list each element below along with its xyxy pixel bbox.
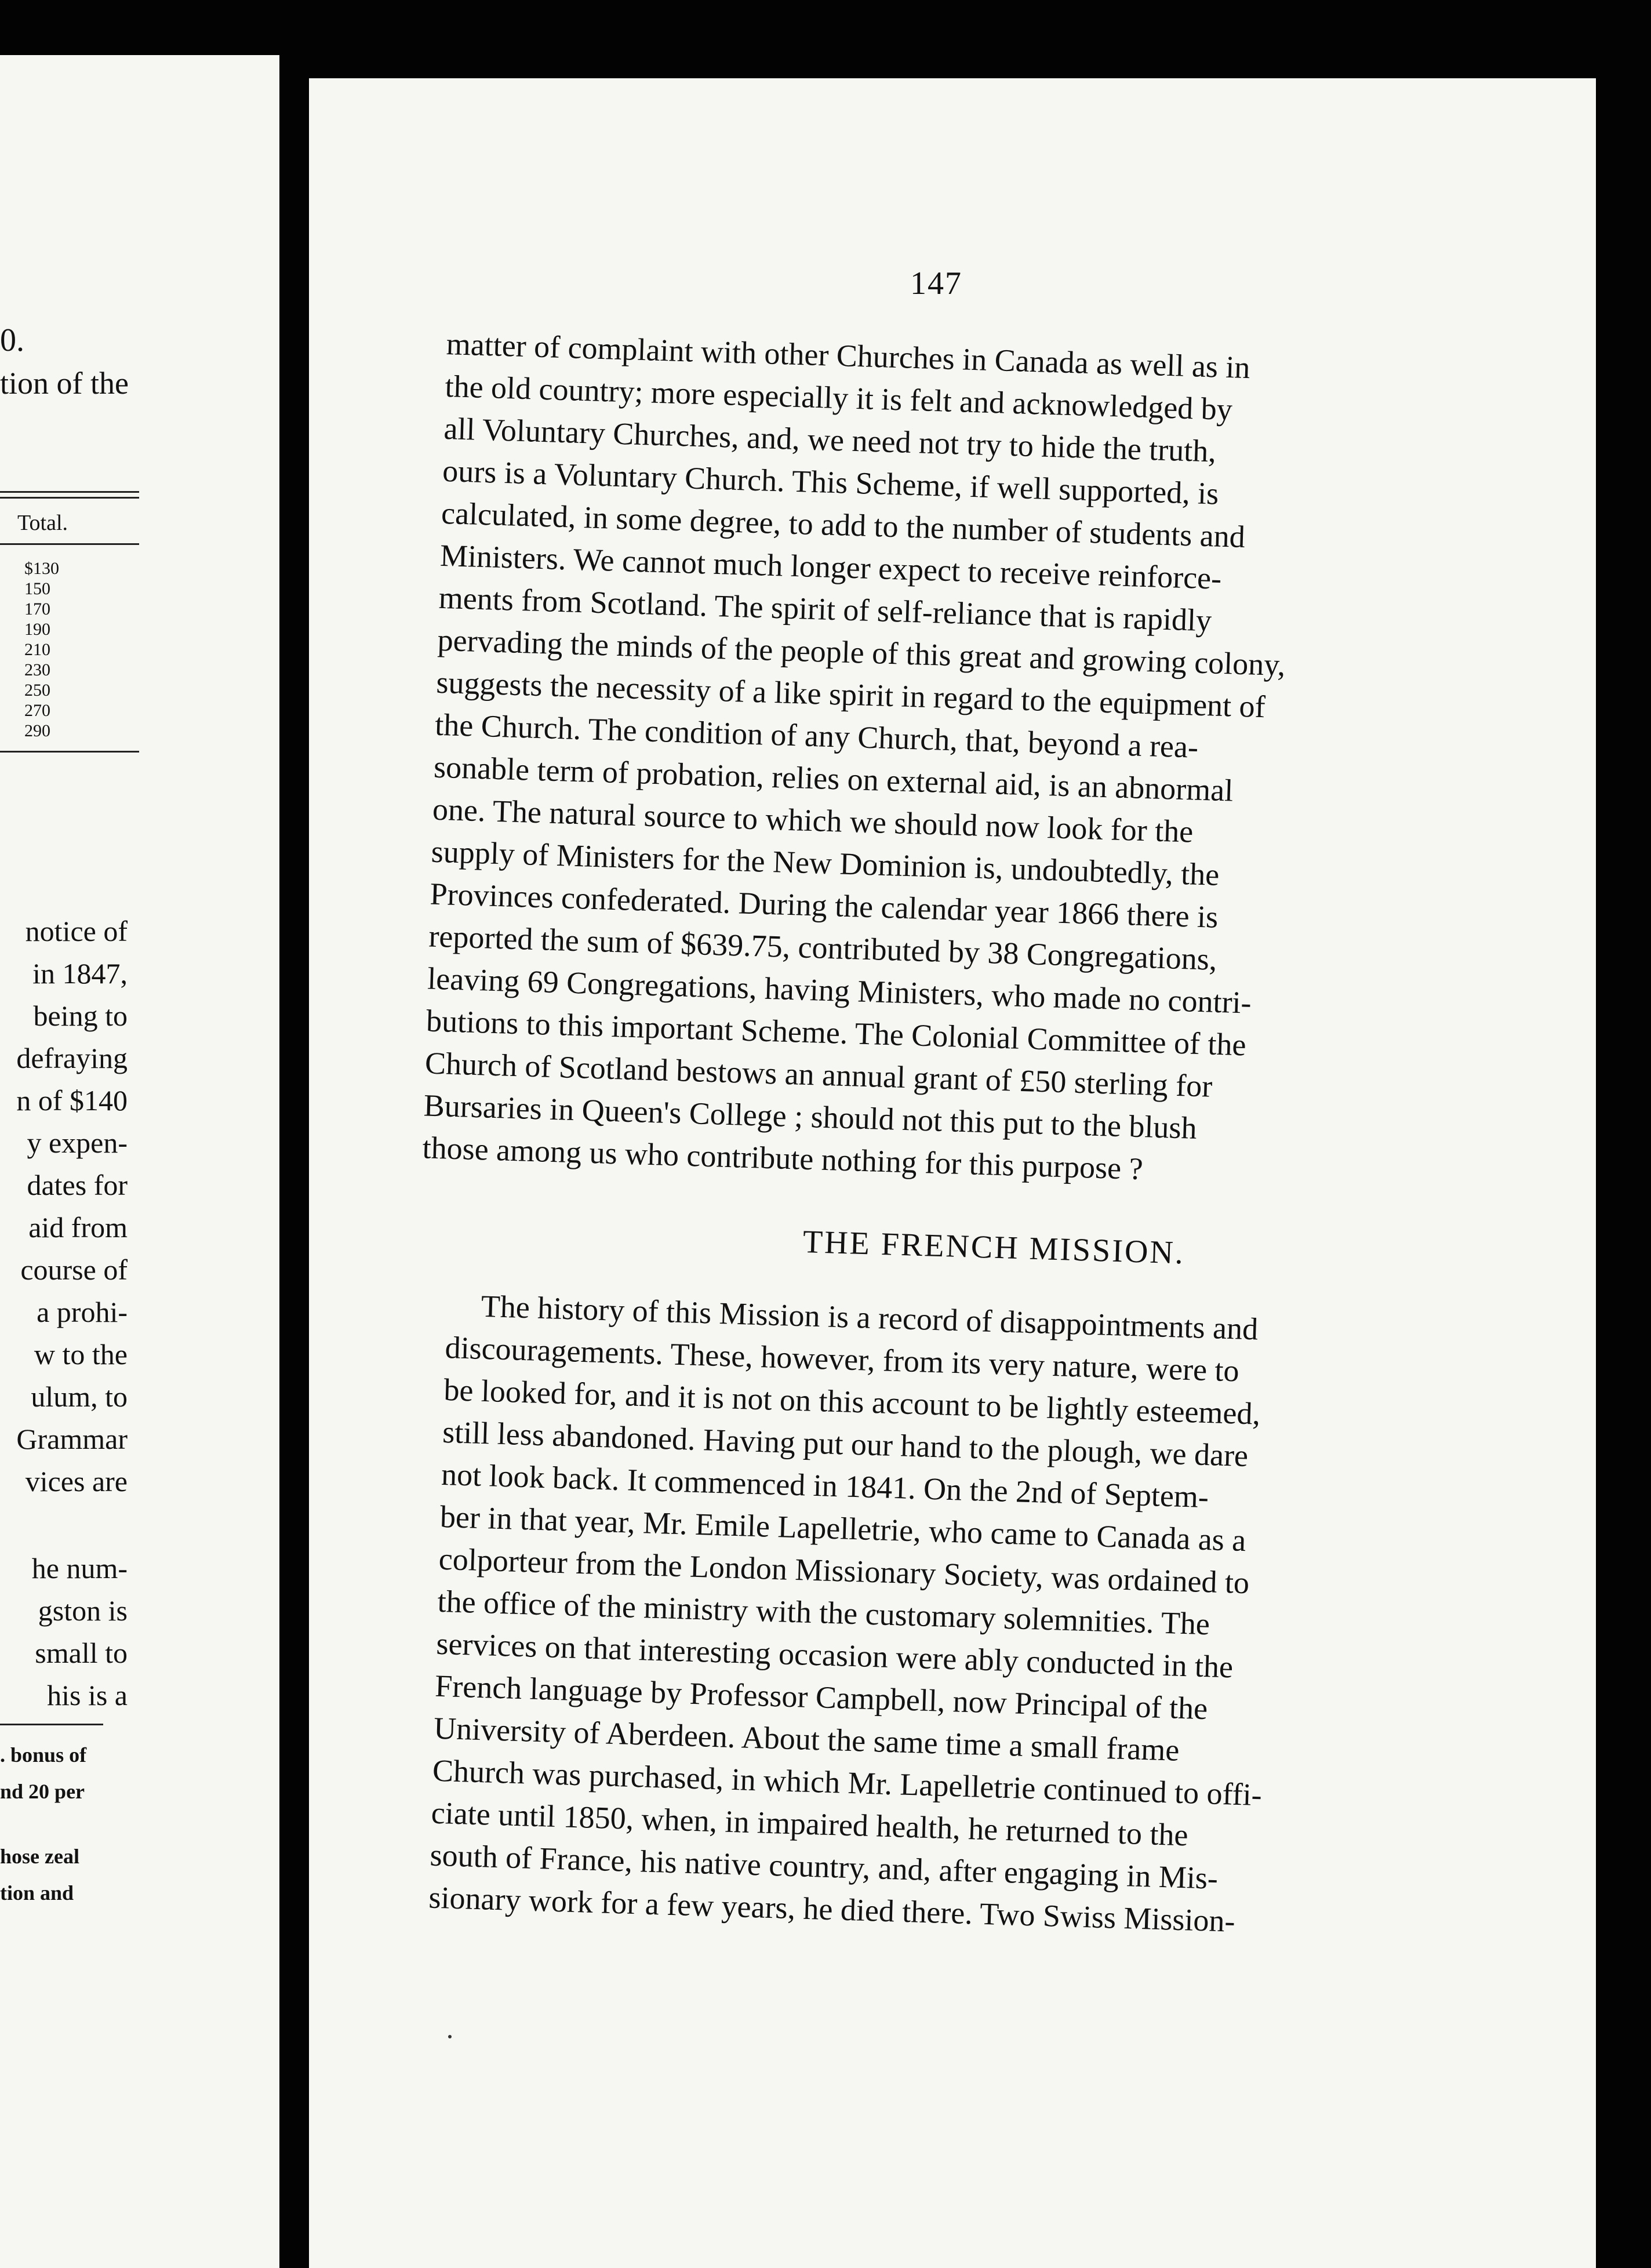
body-line: vices are: [25, 1465, 128, 1498]
table-header-total: Total.: [17, 511, 68, 535]
body-line: he num-: [31, 1552, 128, 1584]
text-line: the office of the ministry with the customary solemnities. The: [437, 1583, 1210, 1642]
text-line: Church was purchased, in which Mr. Lapelletrie continued to offi-: [432, 1753, 1263, 1813]
paragraph-complaint: [422, 323, 1432, 1198]
text-line: all Voluntary Churches, and, we need not try to hide the truth,: [443, 410, 1217, 469]
body-line: defraying: [16, 1042, 128, 1074]
totals-column: [24, 558, 59, 741]
total-cell: $130: [24, 559, 59, 578]
text-line: the old country; more especially it is felt and acknowledged by: [444, 368, 1233, 427]
text-line: be looked for, and it is not on this account to be lightly esteemed,: [443, 1372, 1261, 1431]
total-cell: 250: [24, 681, 50, 700]
text-line: Ministers. We cannot much longer expect to receive reinforce-: [439, 537, 1223, 596]
text-line: calculated, in some degree, to add to the number of students and: [441, 495, 1246, 554]
table-rule: [0, 491, 139, 493]
body-line: n of $140: [16, 1084, 128, 1117]
footnote-line: tion and: [0, 1881, 74, 1904]
footnote-rule: [0, 1724, 103, 1725]
text-line: sionary work for a few years, he died there. Two Swiss Mission-: [428, 1880, 1236, 1939]
left-page-heading: 0.: [0, 322, 24, 358]
text-line: French language by Professor Campbell, now Principal of the: [434, 1668, 1208, 1727]
text-line: sonable term of probation, relies on external aid, is an abnormal: [433, 749, 1234, 808]
text-line: colporteur from the London Missionary Society, was ordained to: [438, 1541, 1250, 1601]
body-line: small to: [35, 1637, 128, 1669]
paragraph-french-mission: [428, 1284, 1432, 1948]
body-line: being to: [33, 999, 128, 1032]
total-cell: 190: [24, 620, 50, 639]
text-line: Church of Scotland bestows an annual grant of £50 sterling for: [424, 1045, 1213, 1104]
left-page: [0, 55, 279, 2268]
text-line: not look back. It commenced in 1841. On the 2nd of Septem-: [441, 1456, 1209, 1515]
body-line: w to the: [34, 1338, 128, 1371]
text-line: ber in that year, Mr. Emile Lapelletrie, who came to Canada as a: [439, 1499, 1247, 1558]
total-cell: 210: [24, 640, 50, 659]
body-line: Grammar: [16, 1423, 128, 1455]
footnote-line: hose zeal: [0, 1845, 79, 1868]
total-cell: 290: [24, 721, 50, 740]
body-line: course of: [20, 1253, 128, 1286]
text-line: ciate until 1850, when, in impaired health, he returned to the: [431, 1795, 1189, 1853]
total-cell: 170: [24, 599, 50, 619]
main-page: [309, 78, 1596, 2268]
total-cell: 150: [24, 579, 50, 598]
body-line: gston is: [38, 1594, 128, 1627]
body-line: his is a: [47, 1679, 128, 1711]
text-line: Bursaries in Queen's College ; should not this put to the blush: [423, 1088, 1198, 1146]
table-rule: [0, 497, 139, 499]
left-page-subline: tion of the: [0, 366, 129, 401]
body-line: notice of: [25, 915, 128, 947]
body-line: y expen-: [27, 1126, 128, 1159]
body-line: a prohi-: [37, 1296, 128, 1328]
body-line: aid from: [28, 1211, 128, 1244]
text-line: south of France, his native country, and, after engaging in Mis-: [429, 1837, 1219, 1896]
text-line: those among us who contribute nothing for this purpose ?: [421, 1130, 1144, 1187]
total-cell: 270: [24, 701, 50, 720]
text-line: suggests the necessity of a like spirit in regard to the equipment of: [435, 664, 1266, 725]
body-line: in 1847,: [32, 957, 128, 990]
text-line: Provinces confederated. During the calendar year 1866 there is: [429, 876, 1219, 935]
footnote-line: . bonus of: [0, 1743, 87, 1767]
body-line: ulum, to: [31, 1380, 128, 1413]
text-line: The history of this Mission is a record of disappointments and: [481, 1288, 1259, 1347]
text-line: services on that interesting occasion were ably conducted in the: [435, 1626, 1234, 1685]
body-line: dates for: [27, 1169, 128, 1201]
text-line: matter of complaint with other Churches in Canada as well as in: [446, 326, 1251, 386]
text-line: discouragements. These, however, from its very nature, were to: [444, 1329, 1240, 1389]
speck: [448, 2035, 452, 2038]
total-cell: 230: [24, 660, 50, 679]
text-line: the Church. The condition of any Church, that, beyond a rea-: [434, 707, 1199, 765]
text-line: butions to this important Scheme. The Colonial Committee of the: [426, 1003, 1247, 1063]
text-line: University of Aberdeen. About the same time a small frame: [433, 1710, 1180, 1768]
section-title: THE FRENCH MISSION.: [802, 1223, 1185, 1271]
text-line: one. The natural source to which we should now look for the: [432, 791, 1194, 849]
text-line: supply of Ministers for the New Dominion is, undoubtedly, the: [431, 834, 1220, 892]
text-line: ours is a Voluntary Church. This Scheme, if well supported, is: [442, 453, 1220, 511]
table-rule: [0, 751, 139, 753]
footnote-line: nd 20 per: [0, 1780, 85, 1803]
page-number: 147: [910, 266, 962, 301]
text-line: still less abandoned. Having put our hand to the plough, we dare: [442, 1414, 1249, 1474]
text-line: leaving 69 Congregations, having Ministers, who made no contri-: [427, 961, 1252, 1020]
text-line: reported the sum of $639.75, contributed by 38 Congregations,: [428, 918, 1218, 977]
table-rule: [0, 543, 139, 545]
text-line: pervading the minds of the people of this great and growing colony,: [437, 622, 1286, 683]
text-line: ments from Scotland. The spirit of self-reliance that is rapidly: [438, 580, 1212, 638]
